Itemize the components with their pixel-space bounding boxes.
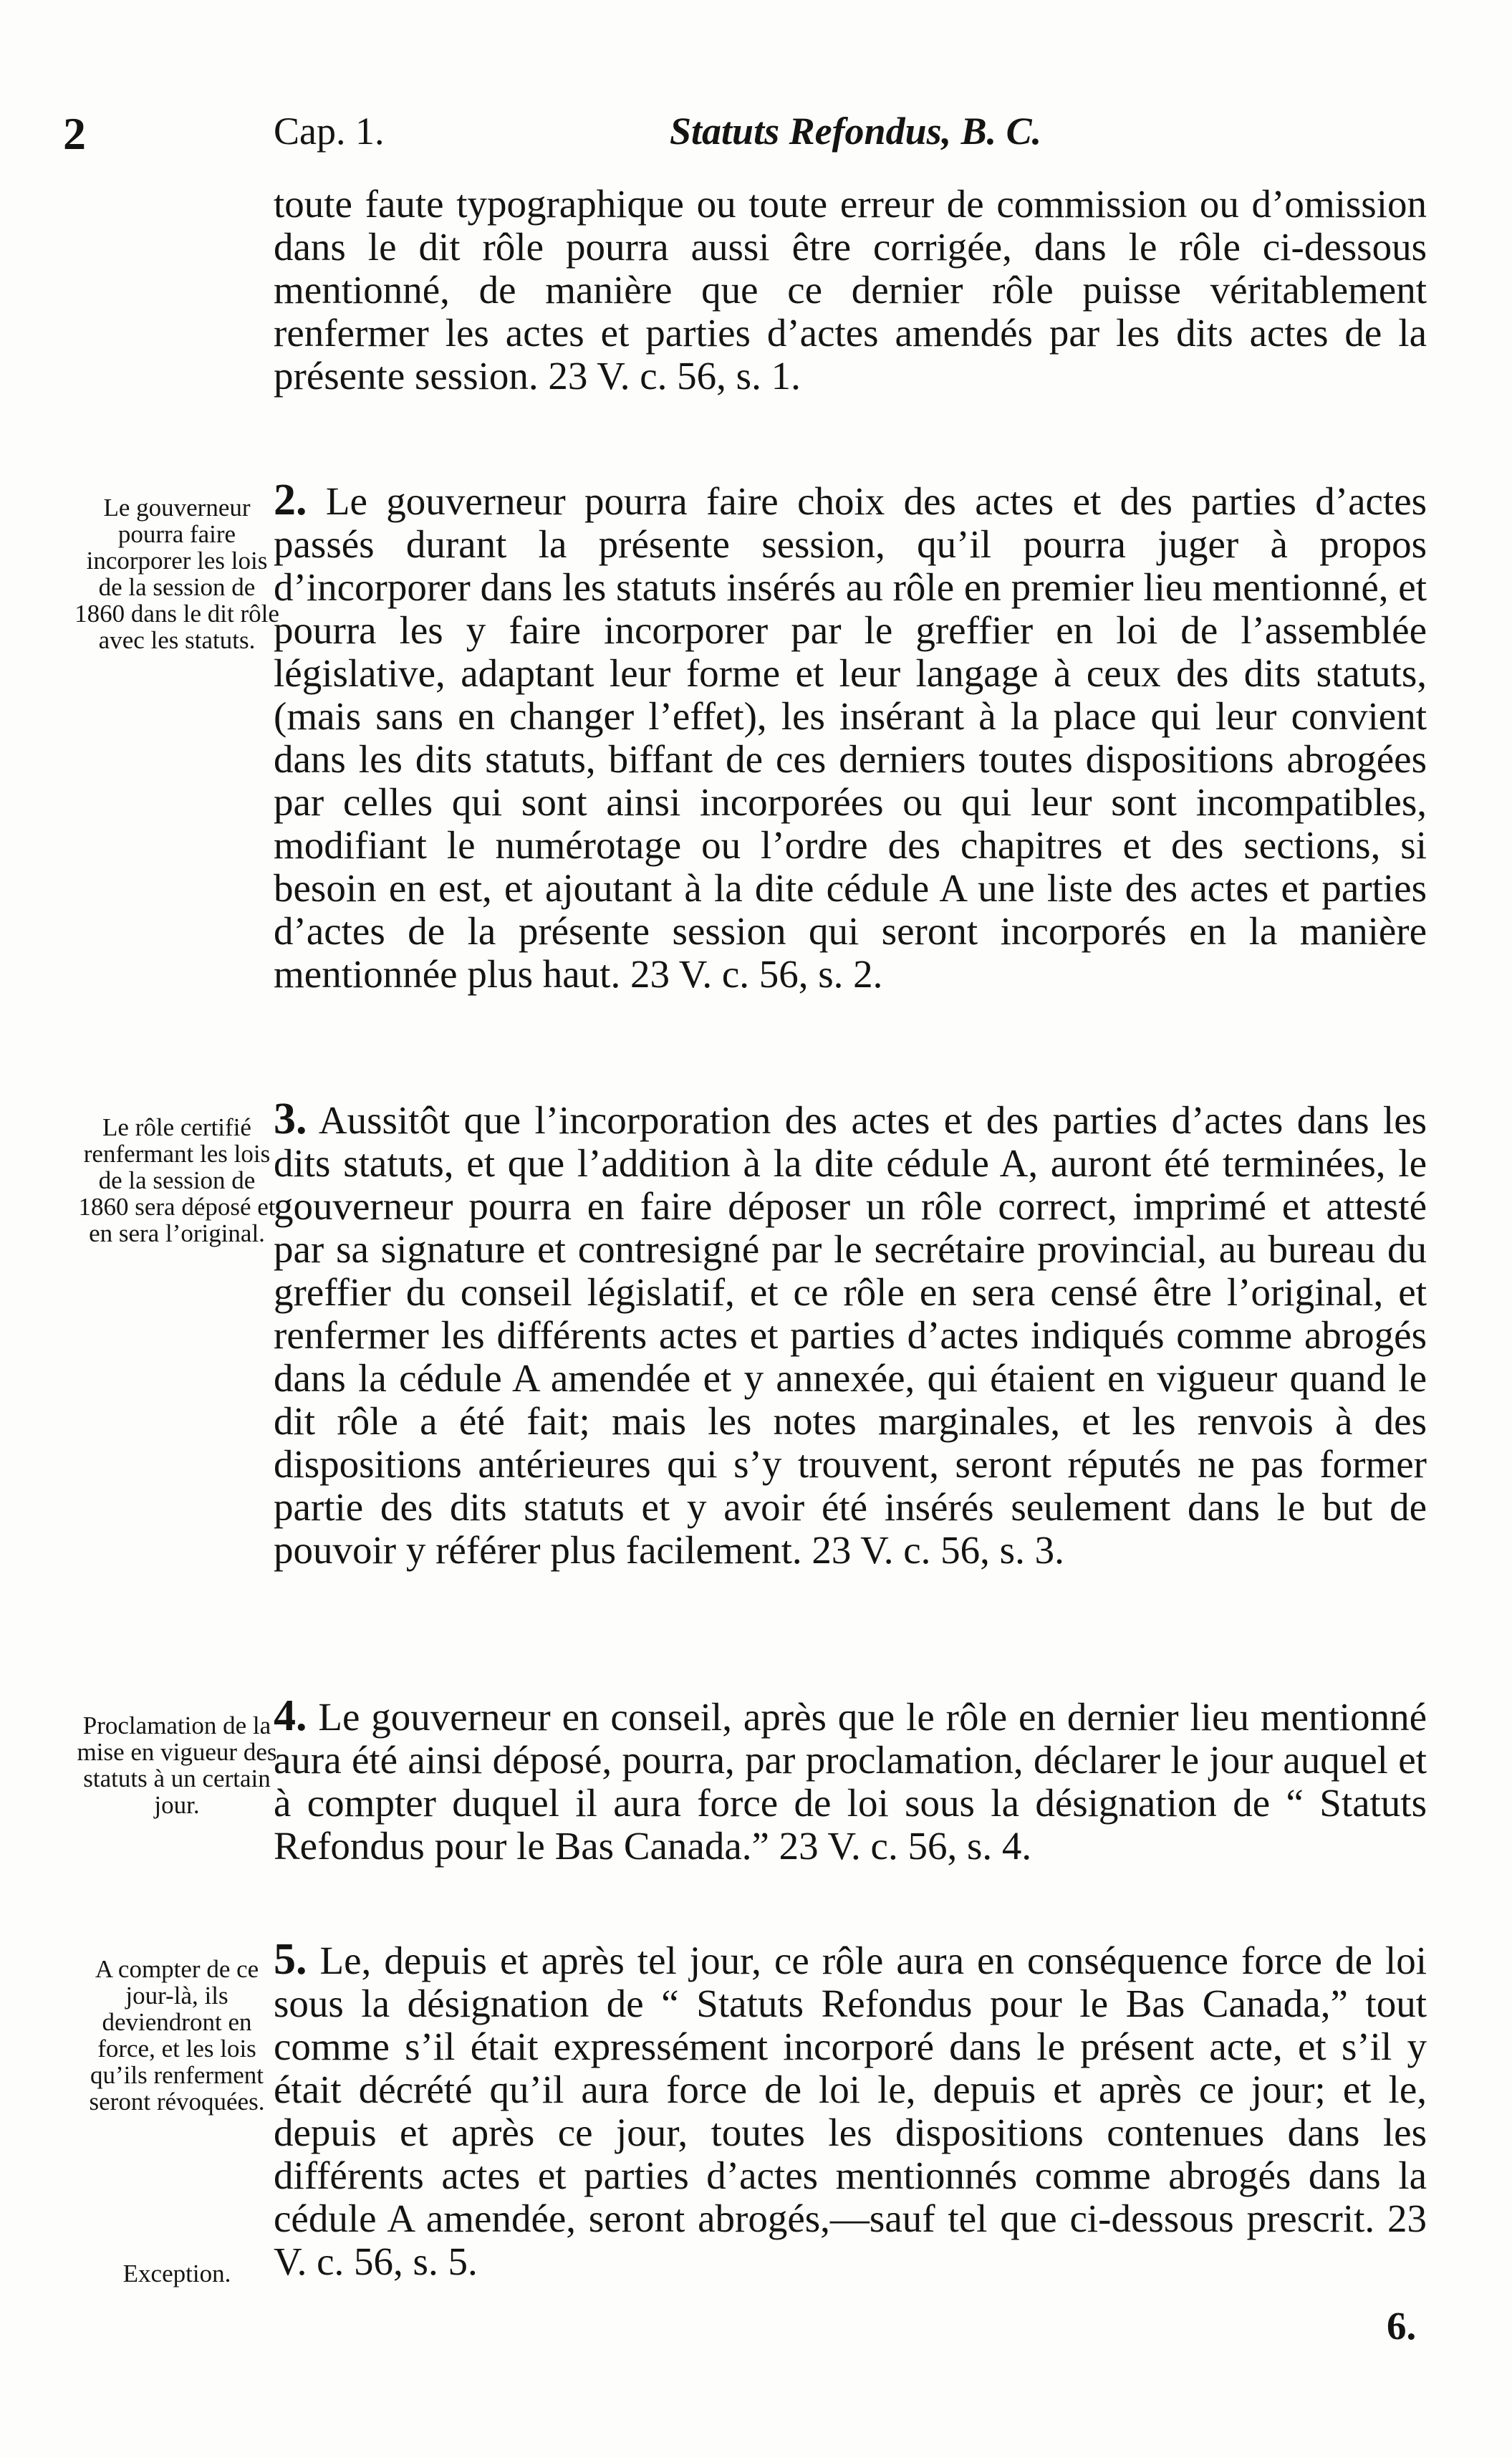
section-paragraph — [274, 476, 1427, 996]
section-text: Le gouverneur en conseil, après que le rôle en dernier lieu mentionné aura été ainsi déposé, pourra, par proclamation, déclarer le jour auquel et à compter duquel il aura force de loi sous la désignation de “ Statuts Refondus pour le Bas Canada.” 23 V. c. 56, s. 4. — [274, 1695, 1427, 1868]
page-header — [0, 107, 1512, 172]
section-text: Le, depuis et après tel jour, ce rôle aura en conséquence force de loi sous la désignation de “ Statuts Refondus pour le Bas Canada,” tout comme s’il était expressément incorporé dans le présent acte, et s’il y était décrété qu’il aura force de loi le, depuis et après ce jour; et le, depuis et après ce jour, toutes les dispositions contenues dans les différents actes et parties d’actes mentionnés comme abrogés dans la cédule A amendée, seront abrogés,—sauf tel que ci-dessous prescrit. 23 V. c. 56, s. 5. — [274, 1939, 1427, 2283]
marginal-note-exception: Exception. — [122, 2260, 231, 2287]
section-paragraph — [274, 1935, 1427, 2283]
section-number: 4. — [274, 1691, 307, 1740]
section-number: 3. — [274, 1095, 307, 1143]
catchword: 6. — [1387, 2304, 1417, 2348]
page-number: 2 — [63, 108, 86, 159]
continuation-paragraph: toute faute typographique ou toute erreur de commission ou d’omission dans le dit rôle pourra aussi être corrigée, dans le rôle ci-dessous mentionné, de manière que ce dernier rôle puisse véritablement renfermer les actes et parties d’actes amendés par les dits actes de la présente session. 23 V. c. 56, s. 1. — [274, 182, 1427, 398]
section-paragraph — [274, 1691, 1427, 1868]
running-title: Statuts Refondus, B. C. — [670, 110, 1042, 153]
section-number: 2. — [274, 476, 307, 524]
marginal-note: Proclamation de la mise en vigueur des statuts à un certain jour. — [77, 1712, 277, 1819]
section-number: 5. — [274, 1935, 307, 1984]
marginal-note: Le rôle certifié renfermant les lois de la session de 1860 sera déposé et en sera l’original. — [78, 1113, 276, 1247]
section-text: Le gouverneur pourra faire choix des actes et des parties d’actes passés durant la présente session, qu’il pourra juger à propos d’incorporer dans les statuts insérés au rôle en premier lieu mentionné, et pourra les y faire incorporer par le greffier en loi de l’assemblée législative, adaptant leur forme et leur langage à ceux des dits statuts, (mais sans en changer l’effet), les insérant à la place qui leur convient dans les dits statuts, biffant de ces derniers toutes dispositions abrogées par celles qui sont ainsi incorporées ou qui leur sont incompatibles, modifiant le numérotage ou l’ordre des chapitres et des sections, si besoin en est, et ajoutant à la dite cédule A une liste des actes et parties d’actes de la présente session qui seront incorporés en la manière mentionnée plus haut. 23 V. c. 56, s. 2. — [274, 479, 1427, 996]
section-text: Aussitôt que l’incorporation des actes et des parties d’actes dans les dits statuts, et que l’addition à la dite cédule A, auront été terminées, le gouverneur pourra en faire déposer un rôle correct, imprimé et attesté par sa signature et contresigné par le secrétaire provincial, au bureau du greffier du conseil législatif, et ce rôle en sera censé être l’original, et renfermer les différents actes et parties d’actes indiqués comme abrogés dans la cédule A amendée et y annexée, qui étaient en vigueur quand le dit rôle a été fait; mais les notes marginales, et les renvois à des dispositions antérieures qui s’y trouvent, seront réputés ne pas former partie des dits statuts et y avoir été insérés seulement dans le but de pouvoir y référer plus facilement. 23 V. c. 56, s. 3. — [274, 1098, 1427, 1572]
section-paragraph — [274, 1095, 1427, 1572]
marginal-note: Le gouverneur pourra faire incorporer les lois de la session de 1860 dans le dit rôle avec les statuts. — [74, 494, 279, 654]
marginal-note: A compter de ce jour-là, ils deviendront en force, et les lois qu’ils renferment seront révoquées. — [89, 1955, 265, 2116]
chapter-label: Cap. 1. — [274, 110, 385, 153]
